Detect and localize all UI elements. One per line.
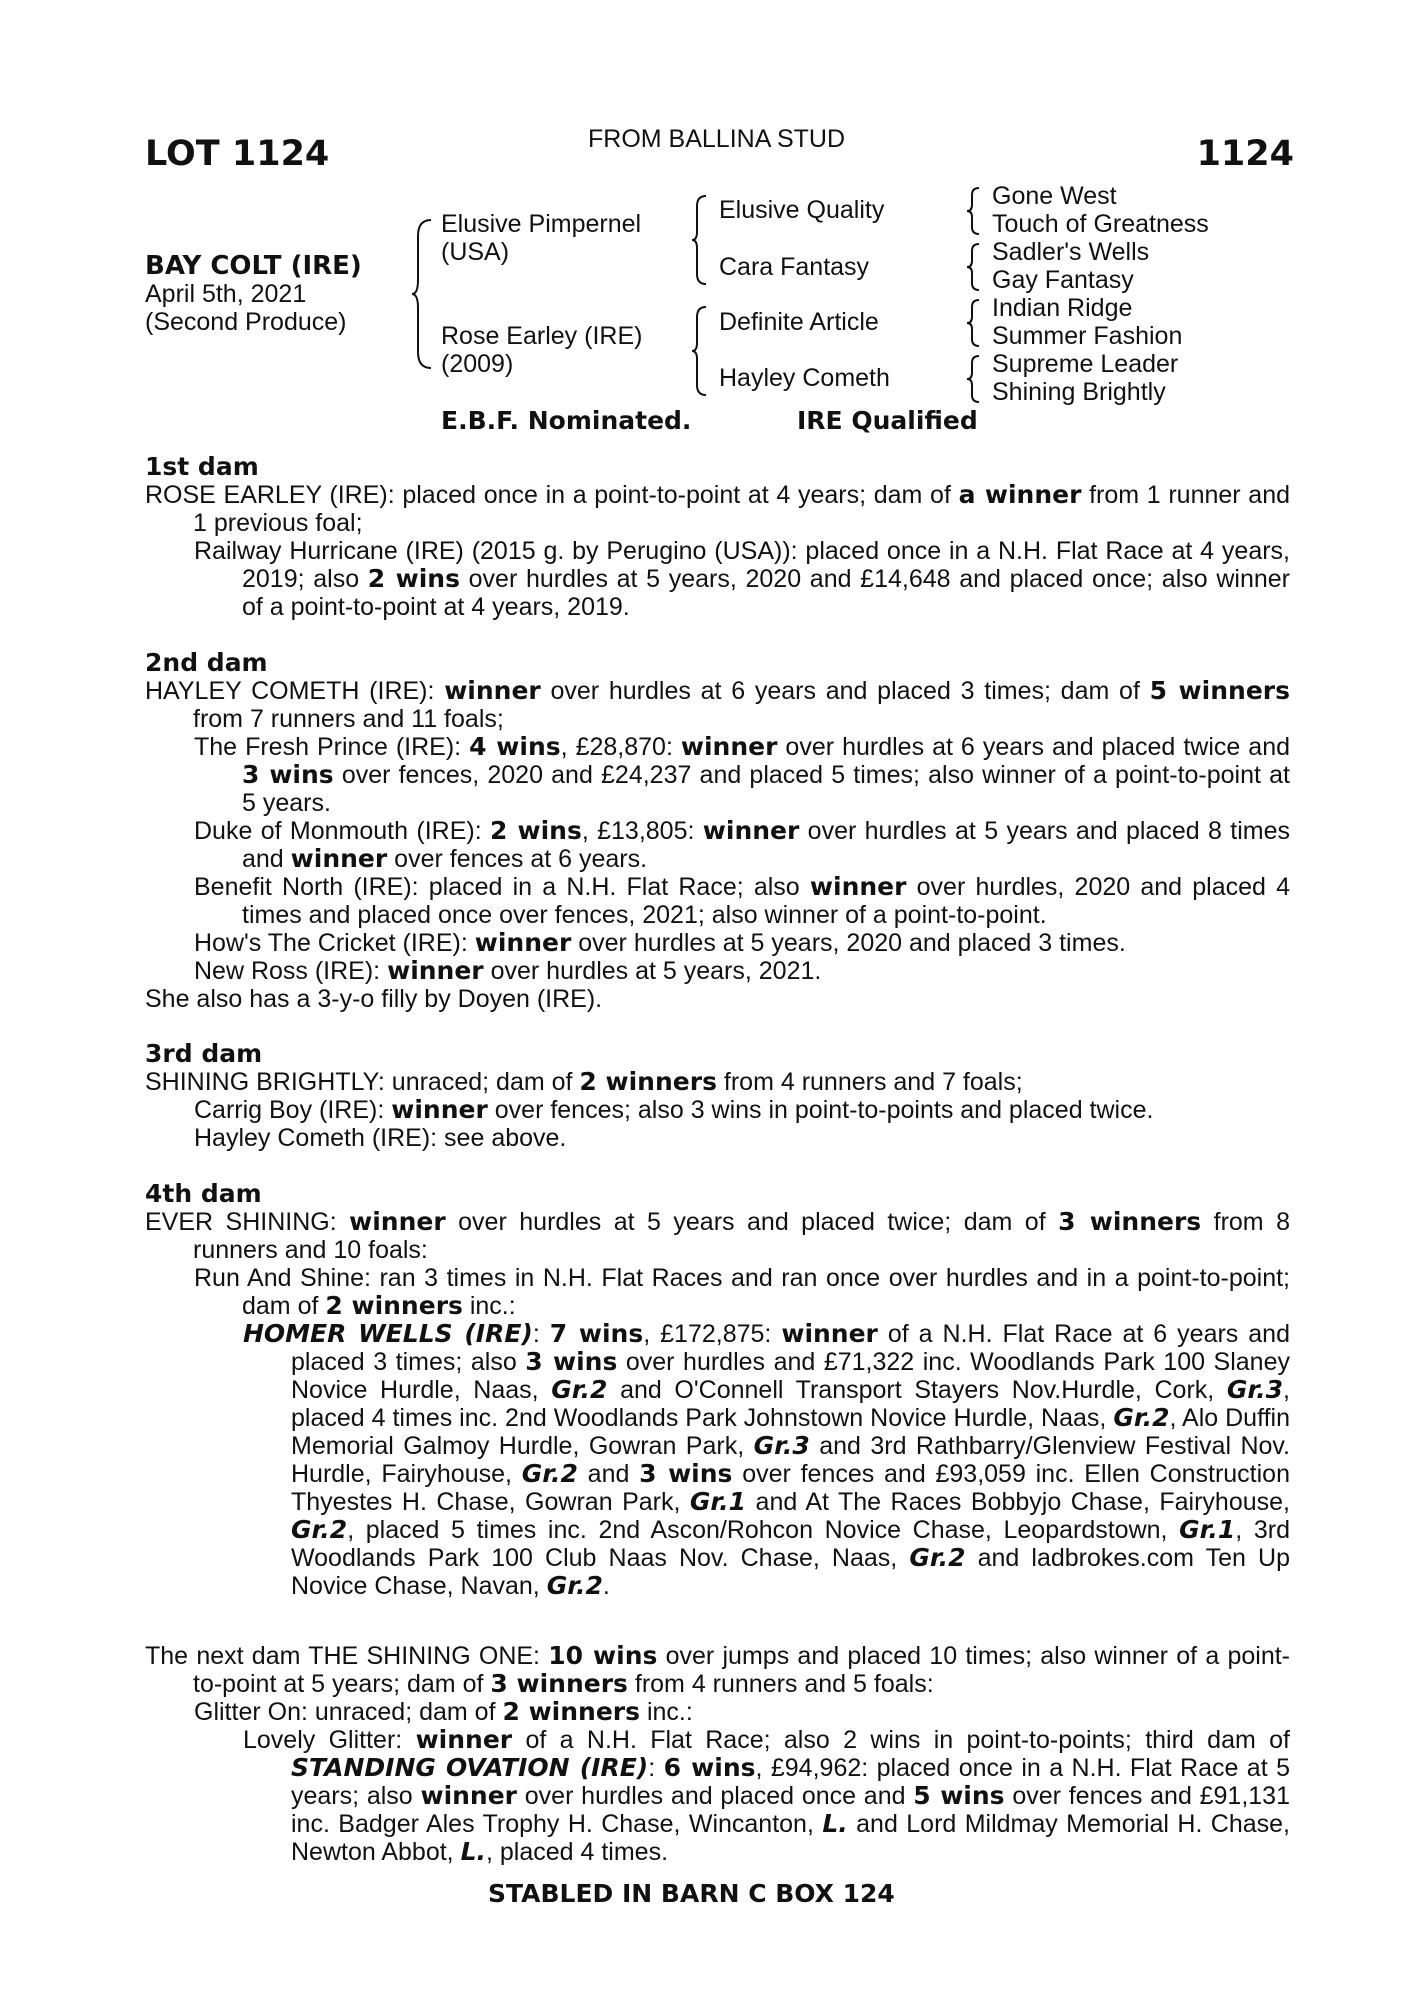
pedigree-brace-dam	[692, 305, 708, 397]
pedigree-sire	[441, 210, 641, 266]
ire-note: IRE Qualified	[797, 406, 978, 435]
produce-entry: New Ross (IRE): winner over hurdles at 5 years, 2021.	[194, 956, 822, 985]
dam-year: (2009)	[441, 350, 514, 378]
pedigree-dam-sire: Definite Article	[719, 308, 879, 336]
produce-entry: How's The Cricket (IRE): winner over hurdles at 5 years, 2020 and placed 3 times.	[194, 928, 1126, 957]
pedigree-g3-4: Gay Fantasy	[992, 266, 1134, 294]
pedigree-brace-g3-1	[967, 186, 981, 236]
lot-label: LOT 1124	[145, 134, 330, 174]
pedigree-sire-dam: Cara Fantasy	[719, 253, 870, 281]
pedigree-brace-sire	[692, 194, 708, 286]
sire-name: Elusive Pimpernel	[441, 210, 642, 238]
dam-name: Rose Earley (IRE)	[441, 322, 643, 350]
pedigree-g3-6: Summer Fashion	[992, 322, 1183, 350]
also-note: She also has a 3-y-o filly by Doyen (IRE).	[145, 985, 603, 1013]
horse-foaled: April 5th, 2021	[145, 280, 307, 308]
section-heading: 1st dam	[145, 452, 259, 481]
produce-entry: The Fresh Prince (IRE): 4 wins, £28,870: winner over hurdles at 6 years and placed twice and 3 wins over fences, 2020 and £24,237 and placed 5 times; also winner of a point-to-point at 5 years.	[194, 732, 1290, 817]
pedigree-g3-2: Touch of Greatness	[992, 210, 1209, 238]
pedigree-g3-5: Indian Ridge	[992, 294, 1133, 322]
produce-entry: Glitter On: unraced; dam of 2 winners inc.:	[194, 1697, 693, 1726]
pedigree-dam-dam: Hayley Cometh	[719, 364, 890, 392]
dam-paragraph: HAYLEY COMETH (IRE): winner over hurdles at 6 years and placed 3 times; dam of 5 winners from 7 runners and 11 foals;	[145, 676, 1290, 733]
produce-entry: Duke of Monmouth (IRE): 2 wins, £13,805: winner over hurdles at 5 years and placed 8 times and winner over fences at 6 years.	[194, 816, 1290, 873]
pedigree-g3-7: Supreme Leader	[992, 350, 1179, 378]
dam-paragraph: EVER SHINING: winner over hurdles at 5 years and placed twice; dam of 3 winners from 8 runners and 10 foals:	[145, 1207, 1290, 1264]
vendor-name: FROM BALLINA STUD	[588, 125, 845, 153]
horse-name: BAY COLT (IRE)	[145, 251, 362, 281]
second-dam-section	[145, 649, 1290, 1013]
ebf-note: E.B.F. Nominated.	[441, 406, 692, 435]
produce-entry: HOMER WELLS (IRE): 7 wins, £172,875: winner of a N.H. Flat Race at 6 years and placed 3 times; also 3 wins over hurdles and £71,322 inc. Woodlands Park 100 Slaney Novice Hurdle, Naas, Gr.2 and O'Connell Transport Stayers Nov.Hurdle, Cork, Gr.3, placed 4 times inc. 2nd Woodlands Park Johnstown Novice Hurdle, Naas, Gr.2, Alo Duffin Memorial Galmoy Hurdle, Gowran Park, Gr.3 and 3rd Rathbarry/Glenview Festival Nov. Hurdle, Fairyhouse, Gr.2 and 3 wins over fences and £93,059 inc. Ellen Construction Thyestes H. Chase, Gowran Park, Gr.1 and At The Races Bobbyjo Chase, Fairyhouse, Gr.2, placed 5 times inc. 2nd Ascon/Rohcon Novice Chase, Leopardstown, Gr.1, 3rd Woodlands Park 100 Club Naas Nov. Chase, Naas, Gr.2 and ladbrokes.com Ten Up Novice Chase, Navan, Gr.2.	[243, 1319, 1290, 1600]
pedigree-sire-sire: Elusive Quality	[719, 196, 885, 224]
produce-entry: Carrig Boy (IRE): winner over fences; also 3 wins in point-to-points and placed twice.	[194, 1095, 1154, 1124]
horse-info	[145, 252, 362, 336]
produce-entry: Railway Hurricane (IRE) (2015 g. by Perugino (USA)): placed once in a N.H. Flat Race at 4 years, 2019; also 2 wins over hurdles at 5 years, 2020 and £14,648 and placed once; also winner of a point-to-point at 4 years, 2019.	[194, 537, 1290, 621]
sire-country: (USA)	[441, 238, 510, 266]
dam-paragraph: SHINING BRIGHTLY: unraced; dam of 2 winners from 4 runners and 7 foals;	[145, 1067, 1023, 1096]
horse-produce: (Second Produce)	[145, 308, 347, 336]
produce-entry: Run And Shine: ran 3 times in N.H. Flat Races and ran once over hurdles and in a point-to-point; dam of 2 winners inc.:	[194, 1264, 1290, 1320]
fourth-dam-section	[145, 1180, 1290, 1600]
dam-paragraph: ROSE EARLEY (IRE): placed once in a point-to-point at 4 years; dam of a winner from 1 runner and 1 previous foal;	[145, 480, 1290, 537]
pedigree-brace-g3-2	[967, 242, 981, 292]
black-type-horse-name: STANDING OVATION (IRE)	[291, 1753, 649, 1782]
section-heading: 2nd dam	[145, 648, 268, 677]
pedigree-dam	[441, 322, 642, 378]
dam-paragraph: The next dam THE SHINING ONE: 10 wins over jumps and placed 10 times; also winner of a point-to-point at 5 years; dam of 3 winners from 4 runners and 5 foals:	[145, 1641, 1291, 1698]
produce-entry: Benefit North (IRE): placed in a N.H. Flat Race; also winner over hurdles, 2020 and placed 4 times and placed once over fences, 2021; also winner of a point-to-point.	[194, 872, 1290, 929]
pedigree-brace-main	[412, 218, 434, 370]
stabling-info: STABLED IN BARN C BOX 124	[488, 1879, 895, 1908]
pedigree-g3-3: Sadler's Wells	[992, 238, 1150, 266]
first-dam-section	[145, 453, 1290, 621]
lot-number: 1124	[1196, 134, 1294, 174]
produce-entry: Lovely Glitter: winner of a N.H. Flat Race; also 2 wins in point-to-points; third dam of STANDING OVATION (IRE): 6 wins, £94,962: placed once in a N.H. Flat Race at 5 years; also winner over hurdles and placed once and 5 wins over fences and £91,131 inc. Badger Ales Trophy H. Chase, Wincanton, L. and Lord Mildmay Memorial H. Chase, Newton Abbot, L., placed 4 times.	[243, 1725, 1291, 1866]
third-dam-section	[145, 1040, 1290, 1152]
pedigree-brace-g3-3	[967, 298, 981, 348]
produce-entry: Hayley Cometh (IRE): see above.	[194, 1124, 567, 1152]
next-dam-section	[145, 1642, 1290, 1866]
pedigree-g3-1: Gone West	[992, 182, 1117, 210]
section-heading: 4th dam	[145, 1179, 262, 1208]
pedigree-brace-g3-4	[967, 354, 981, 404]
section-heading: 3rd dam	[145, 1039, 263, 1068]
black-type-horse-name: HOMER WELLS (IRE)	[243, 1319, 533, 1348]
pedigree-g3-8: Shining Brightly	[992, 378, 1166, 406]
